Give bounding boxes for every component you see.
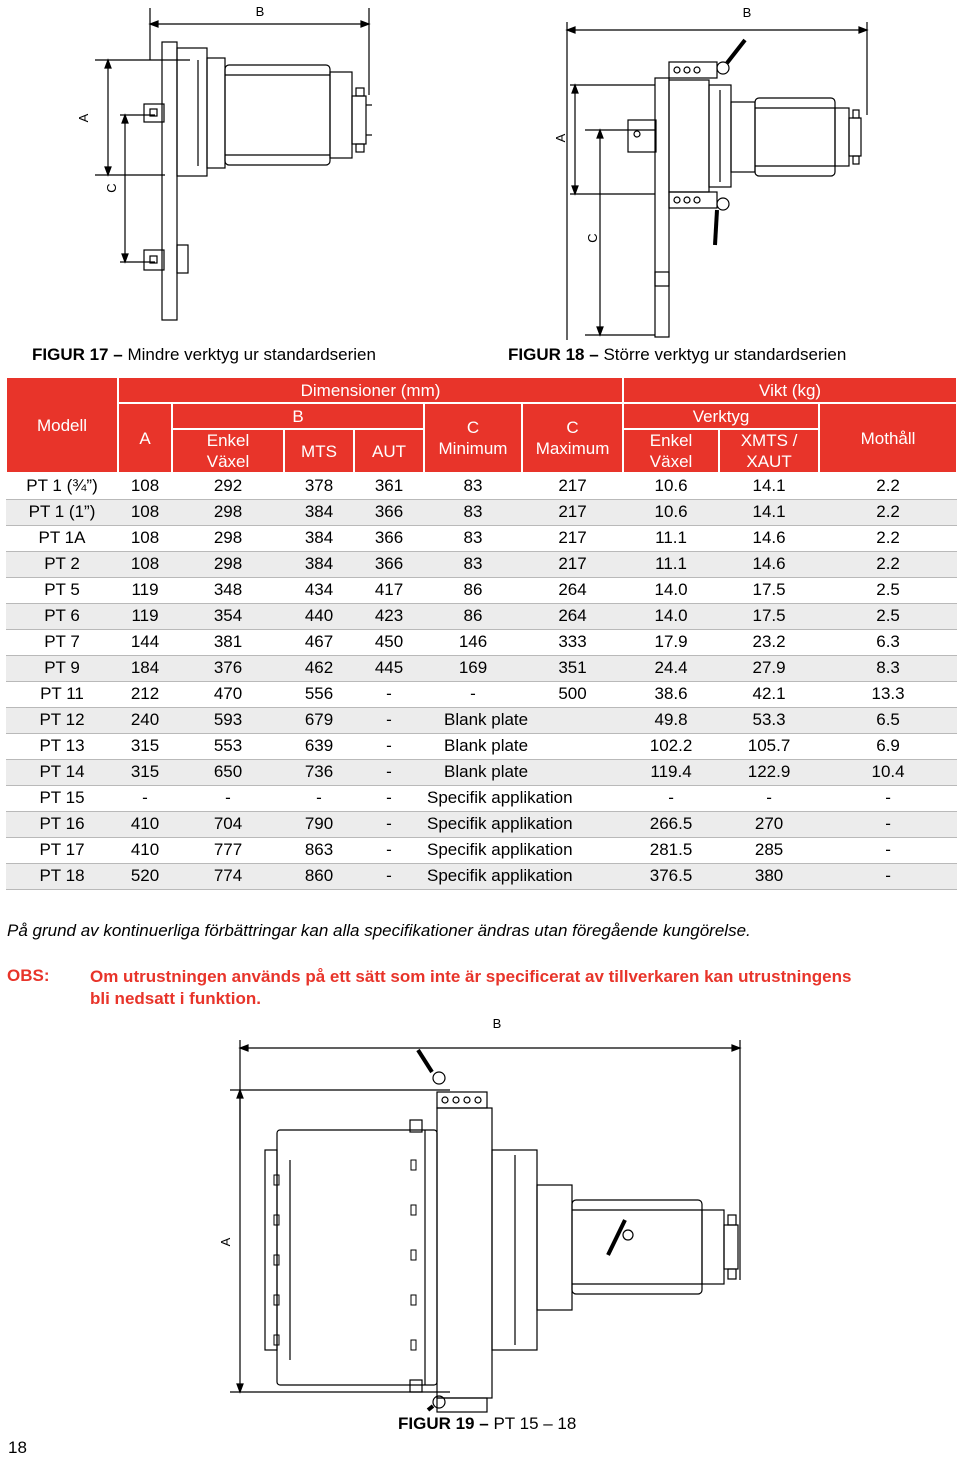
cell-b-enkel: 553 xyxy=(172,733,284,759)
table-row xyxy=(6,577,957,603)
spec-table xyxy=(5,376,958,890)
cell-w-mothall: 10.4 xyxy=(819,759,957,785)
figure-18-drawing xyxy=(545,0,890,345)
cell-w-mothall: 6.9 xyxy=(819,733,957,759)
table-row xyxy=(6,603,957,629)
cell-a: 108 xyxy=(118,551,172,577)
cell-b-enkel: 298 xyxy=(172,525,284,551)
figure-18-text: Större verktyg ur standardserien xyxy=(603,345,847,364)
obs-warning-text: Om utrustningen används på ett sätt som inte är specificerat av tillverkaren kan utrustningens bli nedsatt i funktion. xyxy=(90,967,852,1008)
cell-b-enkel: 381 xyxy=(172,629,284,655)
cell-model: PT 6 xyxy=(6,603,118,629)
cell-b-mts: 863 xyxy=(284,837,354,863)
cell-b-aut: - xyxy=(354,759,424,785)
cell-w-enkel: 14.0 xyxy=(623,603,719,629)
cell-model: PT 17 xyxy=(6,837,118,863)
cell-model: PT 11 xyxy=(6,681,118,707)
cell-w-xmts: 17.5 xyxy=(719,603,819,629)
cell-a: 108 xyxy=(118,499,172,525)
cell-w-mothall: - xyxy=(819,863,957,889)
cell-b-aut: - xyxy=(354,811,424,837)
cell-c-max: 500 xyxy=(522,681,623,707)
cell-w-mothall: - xyxy=(819,837,957,863)
figure-18-caption xyxy=(508,345,846,365)
cell-b-mts: 384 xyxy=(284,551,354,577)
cell-b-aut: 361 xyxy=(354,473,424,499)
cell-a: 119 xyxy=(118,603,172,629)
cell-c-max: 217 xyxy=(522,551,623,577)
cell-b-enkel: - xyxy=(172,785,284,811)
cell-w-mothall: 2.2 xyxy=(819,499,957,525)
figure-17-caption xyxy=(32,345,376,365)
cell-a: 144 xyxy=(118,629,172,655)
table-row xyxy=(6,681,957,707)
figure-18-dash: – xyxy=(589,345,599,364)
cell-c-min: 83 xyxy=(424,525,522,551)
cell-c-min: 86 xyxy=(424,603,522,629)
figure-19-caption xyxy=(398,1414,576,1434)
cell-w-enkel: 49.8 xyxy=(623,707,719,733)
cell-w-enkel: 24.4 xyxy=(623,655,719,681)
figure-19-number: FIGUR 19 xyxy=(398,1414,475,1433)
cell-b-aut: - xyxy=(354,733,424,759)
table-row xyxy=(6,707,957,733)
cell-c-merged: Blank plate xyxy=(424,707,623,733)
cell-w-enkel: 119.4 xyxy=(623,759,719,785)
cell-w-enkel: 10.6 xyxy=(623,499,719,525)
cell-a: 108 xyxy=(118,525,172,551)
table-row xyxy=(6,499,957,525)
cell-a: 410 xyxy=(118,811,172,837)
cell-w-xmts: 14.1 xyxy=(719,499,819,525)
header-b: B xyxy=(172,403,424,429)
cell-a: 184 xyxy=(118,655,172,681)
table-row xyxy=(6,733,957,759)
fig17-dim-b: B xyxy=(255,4,265,19)
cell-c-merged: Blank plate xyxy=(424,733,623,759)
cell-w-enkel: 10.6 xyxy=(623,473,719,499)
cell-c-merged: Blank plate xyxy=(424,759,623,785)
cell-b-mts: 384 xyxy=(284,499,354,525)
header-vikt-enkel-line1: Enkel xyxy=(649,431,693,450)
cell-w-enkel: 102.2 xyxy=(623,733,719,759)
cell-model: PT 1 (¾”) xyxy=(6,473,118,499)
cell-a: 240 xyxy=(118,707,172,733)
cell-w-mothall: 6.3 xyxy=(819,629,957,655)
cell-b-enkel: 376 xyxy=(172,655,284,681)
table-row xyxy=(6,785,957,811)
cell-model: PT 12 xyxy=(6,707,118,733)
cell-w-xmts: 53.3 xyxy=(719,707,819,733)
cell-w-mothall: 2.5 xyxy=(819,577,957,603)
header-vikt-enkel-vaxel xyxy=(623,429,719,473)
cell-b-enkel: 298 xyxy=(172,551,284,577)
cell-w-mothall: 13.3 xyxy=(819,681,957,707)
cell-w-enkel: 11.1 xyxy=(623,551,719,577)
cell-w-enkel: 376.5 xyxy=(623,863,719,889)
spec-table-body xyxy=(6,473,957,889)
cell-c-max: 264 xyxy=(522,603,623,629)
cell-w-xmts: 14.6 xyxy=(719,525,819,551)
cell-a: 315 xyxy=(118,733,172,759)
obs-label: OBS: xyxy=(7,966,50,985)
cell-w-enkel: 14.0 xyxy=(623,577,719,603)
cell-w-enkel: 11.1 xyxy=(623,525,719,551)
cell-b-mts: 639 xyxy=(284,733,354,759)
header-b-enkel-vaxel xyxy=(172,429,284,473)
header-dimensioner: Dimensioner (mm) xyxy=(118,377,623,403)
cell-b-aut: 423 xyxy=(354,603,424,629)
cell-b-aut: - xyxy=(354,837,424,863)
cell-b-mts: - xyxy=(284,785,354,811)
cell-w-xmts: 42.1 xyxy=(719,681,819,707)
cell-model: PT 9 xyxy=(6,655,118,681)
cell-b-mts: 860 xyxy=(284,863,354,889)
cell-a: 212 xyxy=(118,681,172,707)
cell-b-aut: - xyxy=(354,863,424,889)
cell-b-enkel: 704 xyxy=(172,811,284,837)
cell-c-min: 86 xyxy=(424,577,522,603)
cell-b-enkel: 774 xyxy=(172,863,284,889)
figure-17-number: FIGUR 17 xyxy=(32,345,109,364)
cell-c-min: 83 xyxy=(424,499,522,525)
cell-w-mothall: 2.5 xyxy=(819,603,957,629)
cell-w-enkel: 281.5 xyxy=(623,837,719,863)
cell-w-xmts: 17.5 xyxy=(719,577,819,603)
fig19-dim-a: A xyxy=(218,1237,233,1247)
cell-w-mothall: 2.2 xyxy=(819,551,957,577)
cell-a: 315 xyxy=(118,759,172,785)
header-a: A xyxy=(118,403,172,473)
cell-model: PT 15 xyxy=(6,785,118,811)
cell-b-mts: 462 xyxy=(284,655,354,681)
cell-w-enkel: 38.6 xyxy=(623,681,719,707)
header-c-minimum-line1: C xyxy=(466,418,480,437)
cell-b-aut: - xyxy=(354,785,424,811)
cell-c-min: - xyxy=(424,681,522,707)
table-row xyxy=(6,811,957,837)
cell-c-max: 264 xyxy=(522,577,623,603)
cell-c-max: 217 xyxy=(522,525,623,551)
fig19-dim-b: B xyxy=(492,1016,502,1031)
cell-b-aut: - xyxy=(354,707,424,733)
header-mothall: Mothåll xyxy=(819,403,957,473)
cell-b-mts: 467 xyxy=(284,629,354,655)
cell-b-mts: 384 xyxy=(284,525,354,551)
cell-c-min: 146 xyxy=(424,629,522,655)
header-xmts-xaut xyxy=(719,429,819,473)
cell-b-mts: 440 xyxy=(284,603,354,629)
cell-model: PT 1A xyxy=(6,525,118,551)
cell-w-enkel: 266.5 xyxy=(623,811,719,837)
cell-c-merged: Specifik applikation xyxy=(424,837,623,863)
cell-c-max: 351 xyxy=(522,655,623,681)
header-vikt: Vikt (kg) xyxy=(623,377,957,403)
table-row xyxy=(6,837,957,863)
figure-19-dash: – xyxy=(479,1414,489,1433)
cell-c-max: 217 xyxy=(522,473,623,499)
figure-19-drawing xyxy=(200,1010,770,1410)
header-b-mts: MTS xyxy=(284,429,354,473)
header-c-maximum xyxy=(522,403,623,473)
cell-w-mothall: 2.2 xyxy=(819,525,957,551)
cell-b-mts: 556 xyxy=(284,681,354,707)
header-c-minimum xyxy=(424,403,522,473)
cell-model: PT 2 xyxy=(6,551,118,577)
cell-a: 119 xyxy=(118,577,172,603)
cell-w-mothall: 8.3 xyxy=(819,655,957,681)
figure-17-drawing xyxy=(76,0,400,335)
cell-b-enkel: 292 xyxy=(172,473,284,499)
cell-b-aut: 417 xyxy=(354,577,424,603)
cell-c-min: 169 xyxy=(424,655,522,681)
fig17-dim-a: A xyxy=(76,113,91,123)
cell-b-aut: 366 xyxy=(354,525,424,551)
cell-model: PT 1 (1”) xyxy=(6,499,118,525)
cell-c-min: 83 xyxy=(424,473,522,499)
cell-c-merged: Specifik applikation xyxy=(424,863,623,889)
table-row xyxy=(6,551,957,577)
header-modell: Modell xyxy=(6,377,118,473)
figure-17-text: Mindre verktyg ur standardserien xyxy=(127,345,376,364)
cell-model: PT 14 xyxy=(6,759,118,785)
header-xmts-line2: XAUT xyxy=(746,452,792,471)
fig17-dim-c: C xyxy=(104,183,119,193)
cell-b-mts: 736 xyxy=(284,759,354,785)
cell-w-enkel: 17.9 xyxy=(623,629,719,655)
cell-w-xmts: 285 xyxy=(719,837,819,863)
cell-b-mts: 790 xyxy=(284,811,354,837)
cell-w-xmts: - xyxy=(719,785,819,811)
fig18-dim-b: B xyxy=(742,5,752,20)
cell-b-enkel: 348 xyxy=(172,577,284,603)
cell-b-enkel: 650 xyxy=(172,759,284,785)
header-verktyg: Verktyg xyxy=(623,403,819,429)
cell-w-mothall: 6.5 xyxy=(819,707,957,733)
cell-b-aut: 366 xyxy=(354,499,424,525)
cell-a: - xyxy=(118,785,172,811)
cell-b-enkel: 777 xyxy=(172,837,284,863)
disclaimer-note: På grund av kontinuerliga förbättringar kan alla specifikationer ändras utan föregående kungörelse. xyxy=(7,921,751,940)
cell-w-xmts: 105.7 xyxy=(719,733,819,759)
header-b-enkel-line1: Enkel xyxy=(206,431,250,450)
cell-b-aut: 445 xyxy=(354,655,424,681)
cell-w-xmts: 380 xyxy=(719,863,819,889)
cell-model: PT 7 xyxy=(6,629,118,655)
header-vikt-enkel-line2: Växel xyxy=(649,452,693,471)
cell-a: 410 xyxy=(118,837,172,863)
cell-b-aut: 366 xyxy=(354,551,424,577)
cell-w-xmts: 122.9 xyxy=(719,759,819,785)
cell-w-xmts: 14.1 xyxy=(719,473,819,499)
table-row xyxy=(6,629,957,655)
cell-w-mothall: 2.2 xyxy=(819,473,957,499)
cell-model: PT 13 xyxy=(6,733,118,759)
table-row xyxy=(6,759,957,785)
cell-b-aut: 450 xyxy=(354,629,424,655)
cell-b-enkel: 593 xyxy=(172,707,284,733)
cell-c-max: 333 xyxy=(522,629,623,655)
cell-b-enkel: 354 xyxy=(172,603,284,629)
cell-b-mts: 679 xyxy=(284,707,354,733)
cell-w-xmts: 27.9 xyxy=(719,655,819,681)
cell-c-min: 83 xyxy=(424,551,522,577)
header-c-maximum-line1: C xyxy=(566,418,579,437)
figure-17-dash: – xyxy=(113,345,123,364)
table-row xyxy=(6,863,957,889)
cell-w-mothall: - xyxy=(819,811,957,837)
cell-model: PT 16 xyxy=(6,811,118,837)
table-row xyxy=(6,473,957,499)
cell-c-merged: Specifik applikation xyxy=(424,785,623,811)
cell-w-mothall: - xyxy=(819,785,957,811)
header-xmts-line1: XMTS / xyxy=(740,431,798,450)
figure-19-text: PT 15 – 18 xyxy=(493,1414,577,1433)
cell-b-aut: - xyxy=(354,681,424,707)
fig18-dim-c: C xyxy=(585,233,600,243)
header-b-enkel-line2: Växel xyxy=(206,452,250,471)
cell-model: PT 5 xyxy=(6,577,118,603)
cell-c-max: 217 xyxy=(522,499,623,525)
cell-w-enkel: - xyxy=(623,785,719,811)
cell-b-enkel: 470 xyxy=(172,681,284,707)
fig18-dim-a: A xyxy=(553,133,568,143)
cell-a: 108 xyxy=(118,473,172,499)
header-b-aut: AUT xyxy=(354,429,424,473)
header-c-minimum-line2: Minimum xyxy=(438,439,508,458)
cell-w-xmts: 14.6 xyxy=(719,551,819,577)
cell-a: 520 xyxy=(118,863,172,889)
cell-b-mts: 378 xyxy=(284,473,354,499)
cell-w-xmts: 23.2 xyxy=(719,629,819,655)
figure-18-number: FIGUR 18 xyxy=(508,345,585,364)
cell-c-merged: Specifik applikation xyxy=(424,811,623,837)
cell-b-enkel: 298 xyxy=(172,499,284,525)
header-c-maximum-line2: Maximum xyxy=(535,439,610,458)
page-number: 18 xyxy=(8,1438,27,1457)
cell-model: PT 18 xyxy=(6,863,118,889)
table-row xyxy=(6,655,957,681)
table-row xyxy=(6,525,957,551)
cell-b-mts: 434 xyxy=(284,577,354,603)
cell-w-xmts: 270 xyxy=(719,811,819,837)
